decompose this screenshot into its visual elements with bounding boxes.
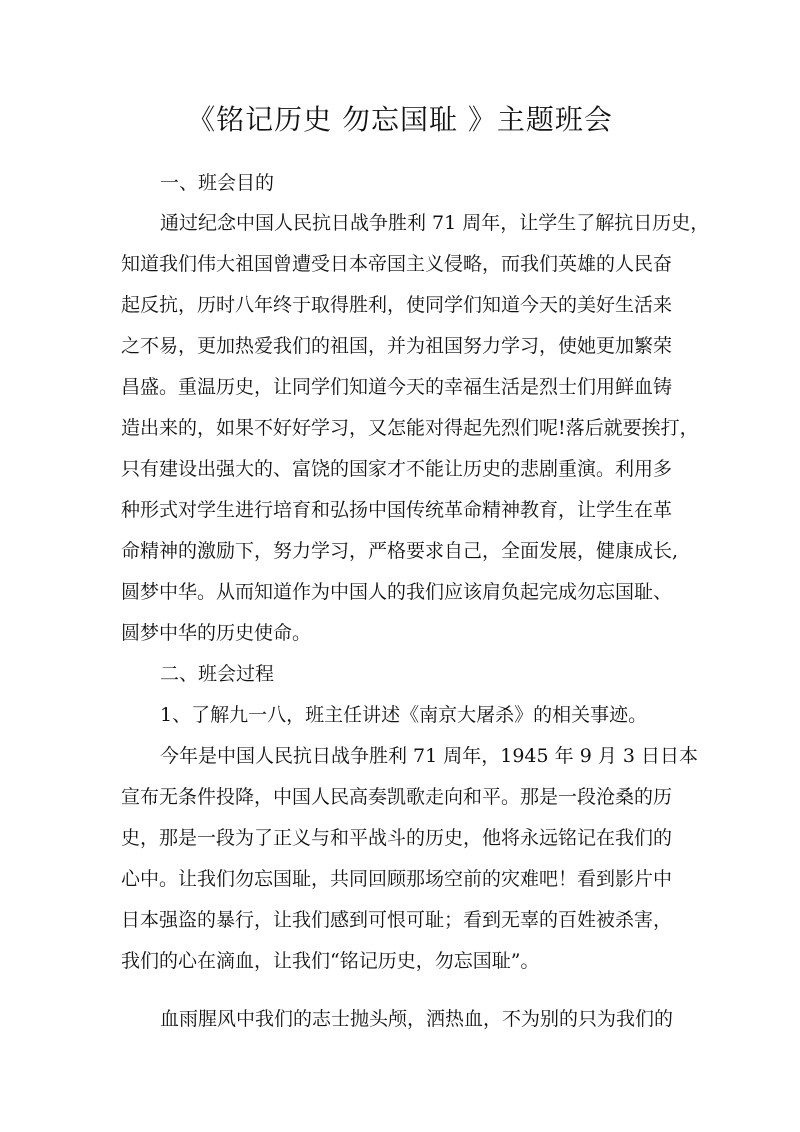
paragraph-line: 1、了解九一八，班主任讲述《南京大屠杀》的相关事迹。 bbox=[160, 704, 648, 726]
paragraph-line: 造出来的，如果不好好学习，又怎能对得起先烈们呢!落后就要挨打， bbox=[121, 417, 699, 439]
section-heading-process: 二、班会过程 bbox=[160, 663, 275, 685]
paragraph-line: 种形式对学生进行培育和弘扬中国传统革命精神教育，让学生在革 bbox=[121, 499, 673, 521]
paragraph-line: 圆梦中华的历史使命。 bbox=[121, 622, 312, 644]
paragraph-line: 日本强盗的暴行，让我们感到可恨可耻；看到无辜的百姓被杀害， bbox=[121, 909, 673, 931]
paragraph-line: 今年是中国人民抗日战争胜利 71 周年，1945 年 9 月 3 日日本 bbox=[160, 745, 698, 767]
paragraph-line: 通过纪念中国人民抗日战争胜利 71 周年，让学生了解抗日历史， bbox=[160, 212, 710, 234]
paragraph-line: 圆梦中华。从而知道作为中国人的我们应该肩负起完成勿忘国耻、 bbox=[121, 581, 673, 603]
paragraph-line: 知道我们伟大祖国曾遭受日本帝国主义侵略，而我们英雄的人民奋 bbox=[121, 253, 673, 275]
paragraph-line: 心中。让我们勿忘国耻，共同回顾那场空前的灾难吧！看到影片中 bbox=[121, 868, 673, 890]
paragraph-line: 之不易，更加热爱我们的祖国，并为祖国努力学习，使她更加繁荣 bbox=[121, 335, 673, 357]
paragraph-line: 血雨腥风中我们的志士抛头颅，洒热血，不为别的只为我们的 bbox=[160, 1008, 674, 1030]
paragraph-line: 命精神的激励下，努力学习，严格要求自己，全面发展，健康成长, bbox=[121, 540, 679, 562]
section-heading-purpose: 一、班会目的 bbox=[160, 172, 275, 194]
paragraph-line: 我们的心在滴血，让我们“铭记历史，勿忘国耻”。 bbox=[121, 950, 540, 972]
paragraph-line: 昌盛。重温历史，让同学们知道今天的幸福生活是烈士们用鲜血铸 bbox=[121, 376, 673, 398]
paragraph-line: 起反抗，历时八年终于取得胜利，使同学们知道今天的美好生活来 bbox=[121, 294, 673, 316]
document-title: 《铭记历史 勿忘国耻 》主题班会 bbox=[187, 103, 613, 136]
paragraph-line: 史，那是一段为了正义与和平战斗的历史，他将永远铭记在我们的 bbox=[121, 827, 673, 849]
paragraph-line: 宣布无条件投降，中国人民高奏凯歌走向和平。那是一段沧桑的历 bbox=[121, 786, 673, 808]
paragraph-line: 只有建设出强大的、富饶的国家才不能让历史的悲剧重演。利用多 bbox=[121, 458, 673, 480]
